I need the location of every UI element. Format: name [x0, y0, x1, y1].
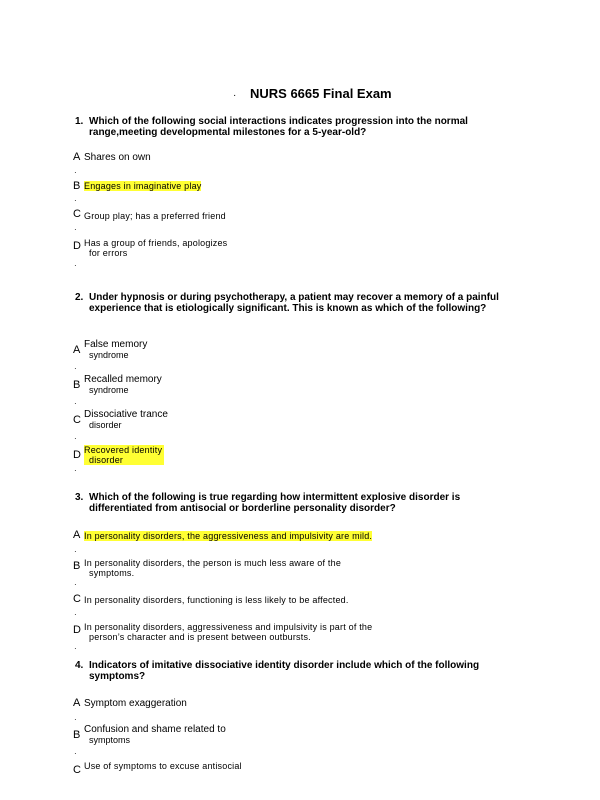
option-text: Use of symptoms to excuse antisocial — [84, 761, 242, 771]
question-2 — [75, 292, 515, 314]
option-letter: A — [73, 529, 81, 541]
option-line: syndrome — [89, 385, 129, 395]
option-text: Group play; has a preferred friend — [84, 211, 226, 221]
option-letter: D — [73, 624, 81, 636]
bullet: · — [74, 580, 77, 589]
question-number: 1. — [75, 116, 84, 127]
bullet: · — [74, 715, 77, 724]
option-line: symptoms — [89, 735, 131, 745]
option-letter: C — [73, 414, 81, 426]
bullet: · — [74, 364, 77, 373]
option-letter: A — [73, 151, 81, 163]
option-line: syndrome — [89, 350, 129, 360]
option-line: symptoms. — [89, 568, 135, 578]
option-letter: B — [73, 379, 81, 391]
option-text — [84, 558, 341, 578]
bullet: · — [74, 466, 77, 475]
question-text: Under hypnosis or during psychotherapy, a patient may recover a memory of a painful experience that is etiologically significant. This is known as which of the following? — [89, 292, 499, 314]
bullet: · — [74, 225, 77, 234]
option-letter: C — [73, 764, 81, 776]
question-text: Which of the following social interactions indicates progression into the normal range,meeting developmental milestones for a 5-year-old? — [89, 116, 468, 138]
option-text-highlighted — [84, 445, 164, 465]
option-letter: A — [73, 344, 81, 356]
question-3 — [75, 492, 515, 514]
option-line: for errors — [89, 248, 128, 258]
option-line: disorder — [89, 420, 122, 430]
bullet: · — [74, 261, 77, 270]
option-line: Recovered identity — [84, 445, 163, 455]
option-text — [84, 622, 372, 642]
option-letter: B — [73, 180, 81, 192]
question-text: Indicators of imitative dissociative identity disorder include which of the following symptoms? — [89, 660, 480, 682]
option-text — [84, 725, 226, 745]
bullet: · — [74, 610, 77, 619]
option-line: In personality disorders, the person is much less aware of the — [84, 558, 342, 568]
option-letter: C — [73, 593, 81, 605]
question-text: Which of the following is true regarding how intermittent explosive disorder is differentiated from antisocial or borderline personality disorder? — [89, 492, 461, 514]
question-number: 3. — [75, 492, 84, 503]
option-line: Confusion and shame related to — [84, 724, 226, 735]
option-line: Dissociative trance — [84, 409, 168, 420]
bullet: · — [74, 749, 77, 758]
option-text-highlighted: In personality disorders, the aggressiveness and impulsivity are mild. — [84, 531, 373, 541]
bullet: · — [74, 547, 77, 556]
option-line: person’s character and is present between outbursts. — [89, 632, 311, 642]
question-1 — [75, 116, 515, 138]
option-text — [84, 238, 227, 258]
option-line: In personality disorders, aggressiveness and impulsivity is part of the — [84, 622, 373, 632]
option-line: disorder — [89, 455, 124, 465]
question-number: 4. — [75, 660, 84, 671]
option-line: Has a group of friends, apologizes — [84, 238, 228, 248]
option-letter: C — [73, 208, 81, 220]
option-text: Symptom exaggeration — [84, 698, 187, 709]
bullet: · — [74, 196, 77, 205]
title-marker: · — [233, 90, 237, 101]
option-letter: B — [73, 560, 81, 572]
option-letter: B — [73, 729, 81, 741]
question-4 — [75, 660, 515, 682]
bullet: · — [74, 399, 77, 408]
option-text — [84, 410, 168, 430]
option-text: Shares on own — [84, 152, 151, 163]
option-line: Recalled memory — [84, 374, 162, 385]
option-letter: A — [73, 697, 81, 709]
option-text-highlighted: Engages in imaginative play — [84, 181, 202, 191]
question-number: 2. — [75, 292, 84, 303]
bullet: · — [74, 644, 77, 653]
option-text — [84, 375, 162, 395]
option-letter: D — [73, 240, 81, 252]
option-text: In personality disorders, functioning is less likely to be affected. — [84, 595, 349, 605]
option-line: False memory — [84, 339, 148, 350]
page-title: NURS 6665 Final Exam — [250, 86, 392, 101]
bullet: · — [74, 168, 77, 177]
option-text — [84, 340, 147, 360]
option-letter: D — [73, 449, 81, 461]
bullet: · — [74, 434, 77, 443]
